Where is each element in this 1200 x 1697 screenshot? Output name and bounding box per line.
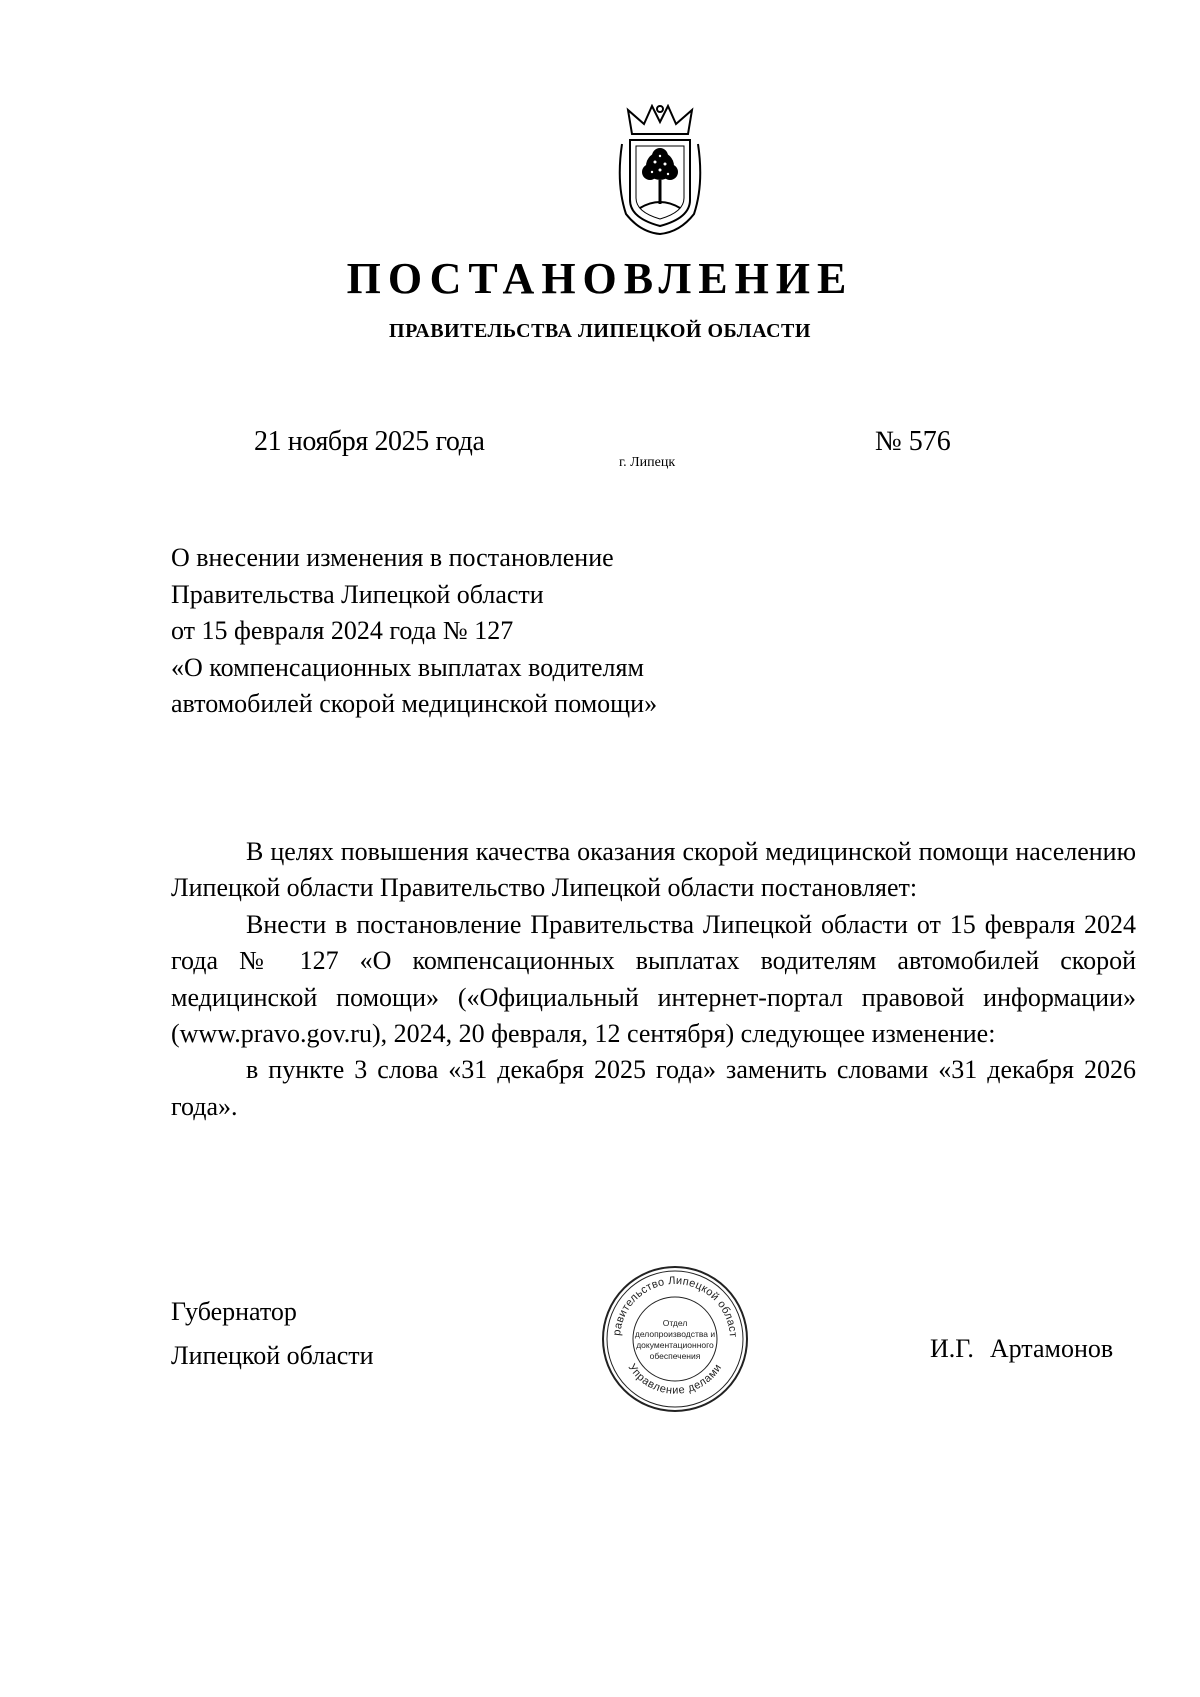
title-line: от 15 февраля 2024 года № 127 <box>171 616 514 646</box>
stamp-outer-bottom: Управление делами <box>625 1361 725 1397</box>
signatory-initials: И.Г. <box>930 1334 974 1363</box>
title-line: автомобилей скорой медицинской помощи» <box>171 689 658 719</box>
title-line: Правительства Липецкой области <box>171 579 544 609</box>
stamp-center-line: обеспечения <box>649 1351 701 1361</box>
issuing-authority: ПРАВИТЕЛЬСТВА ЛИПЕЦКОЙ ОБЛАСТИ <box>389 320 811 342</box>
document-date: 21 ноября 2025 года <box>254 426 485 457</box>
stamp-center-line: делопроизводства и <box>634 1329 716 1339</box>
title-line: «О компенсационных выплатах водителям <box>171 652 644 682</box>
body-paragraph: Внести в постановление Правительства Липецкой области от 15 февраля 2024 года № 127 «О компенсационных выплатах водителям автомобилей скорой медицинской помощи» («Официальный интернет-портал правовой информации» (www.pravo.gov.ru), 2024, 20 февраля, 12 сентября) следующее изменение: <box>171 909 1136 1049</box>
stamp-outer-top: равительство Липецкой област <box>611 1274 740 1338</box>
body-paragraph: В целях повышения качества оказания скорой медицинской помощи населению Липецкой области Правительство Липецкой области постановляет: <box>171 837 1136 903</box>
coat-of-arms-icon <box>610 104 710 238</box>
signatory-name <box>930 1331 1113 1367</box>
document-city: г. Липецк <box>619 455 676 470</box>
svg-text:Управление делами <box>626 1362 725 1397</box>
document-title <box>171 540 657 723</box>
signatory-surname: Артамонов <box>989 1334 1114 1363</box>
official-stamp <box>600 1264 750 1414</box>
signatory-position-line: Губернатор <box>171 1297 297 1326</box>
document-body <box>171 834 1136 1125</box>
document-number: № 576 <box>875 426 951 457</box>
title-line: О внесении изменения в постановление <box>171 543 614 572</box>
stamp-center-line: Отдел <box>662 1318 688 1328</box>
signatory-position <box>171 1290 374 1378</box>
document-type-heading: ПОСТАНОВЛЕНИЕ <box>346 254 854 303</box>
body-paragraph: в пункте 3 слова «31 декабря 2025 года» заменить словами «31 декабря 2026 года». <box>171 1055 1136 1121</box>
stamp-center-line: документационного <box>636 1340 714 1350</box>
signatory-position-line: Липецкой области <box>171 1341 374 1370</box>
